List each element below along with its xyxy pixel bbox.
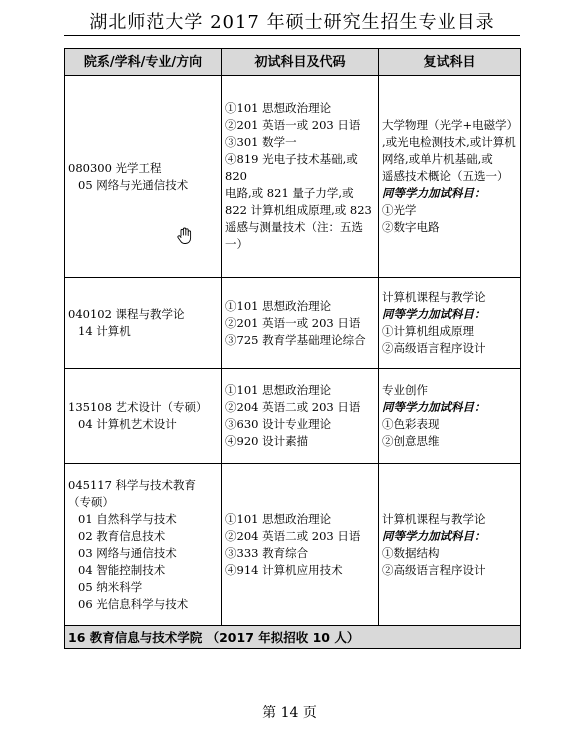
exam-subject: ①101 思想政治理论	[225, 511, 332, 526]
header-rule	[64, 35, 520, 36]
equivalent-subject: ②数字电路	[382, 220, 440, 234]
retest-subject: 大学物理（光学+电磁学）	[382, 118, 519, 132]
equivalent-subject: ①光学	[382, 203, 417, 217]
exam-subject: ①101 思想政治理论	[225, 298, 332, 313]
exam-subject: ②204 英语二或 203 日语	[225, 400, 361, 414]
exam-subject: ④920 设计素描	[225, 434, 309, 448]
direction: 05 网络与光通信技术	[78, 177, 189, 192]
retest-subject: 计算机课程与教学论	[382, 290, 486, 304]
table-footer-row	[65, 626, 521, 649]
retest-cell	[379, 369, 521, 464]
direction: 01 自然科学与技术	[78, 511, 177, 526]
program-code: 045117 科学与技术教育（专硕）	[68, 477, 197, 509]
program-code: 135108 艺术设计（专硕）	[68, 400, 208, 414]
column-header-exam: 初试科目及代码	[222, 49, 379, 76]
page-title: 湖北师范大学 2017 年硕士研究生招生专业目录	[89, 12, 495, 33]
equivalent-title: 同等学力加试科目：	[382, 307, 486, 321]
equivalent-title: 同等学力加试科目：	[382, 400, 486, 414]
direction: 04 计算机艺术设计	[78, 417, 177, 431]
equivalent-subject: ①计算机组成原理	[382, 324, 474, 338]
table-row	[65, 464, 521, 626]
retest-subject: 遥感技术概论（五选一）	[382, 169, 509, 183]
exam-cell	[222, 464, 379, 626]
equivalent-subject: ①色彩表现	[382, 417, 440, 431]
equivalent-title: 同等学力加试科目：	[382, 528, 486, 543]
retest-cell	[379, 464, 521, 626]
retest-cell	[379, 76, 521, 278]
table-row	[65, 369, 521, 464]
equivalent-title: 同等学力加试科目：	[382, 186, 486, 200]
exam-cell	[222, 278, 379, 369]
program-table	[64, 48, 521, 649]
exam-subject: 电路,或 821 量子力学,或	[225, 186, 354, 200]
direction: 03 网络与通信技术	[78, 545, 177, 560]
department-summary: 16 教育信息与技术学院 （2017 年拟招收 10 人）	[65, 626, 521, 649]
exam-subject: ④819 光电子技术基础,或 820	[225, 152, 358, 183]
retest-subject: 网络,或单片机基础,或	[382, 152, 493, 166]
exam-subject: ③301 数学一	[225, 135, 297, 149]
column-header-program: 院系/学科/专业/方向	[65, 49, 222, 76]
page-number: 第 14 页	[262, 705, 317, 721]
exam-subject: ②204 英语二或 203 日语	[225, 528, 361, 543]
exam-cell	[222, 76, 379, 278]
direction: 05 纳米科学	[78, 579, 143, 594]
equivalent-subject: ②高级语言程序设计	[382, 562, 486, 577]
direction: 04 智能控制技术	[78, 562, 166, 577]
program-code: 080300 光学工程	[68, 160, 162, 175]
equivalent-subject: ②创意思维	[382, 434, 440, 448]
exam-subject: ②201 英语一或 203 日语	[225, 315, 361, 330]
exam-subject: ①101 思想政治理论	[225, 101, 332, 115]
program-code: 040102 课程与教学论	[68, 307, 185, 321]
table-row	[65, 76, 521, 278]
exam-subject: 822 计算机组成原理,或 823	[225, 203, 372, 217]
exam-subject: ②201 英语一或 203 日语	[225, 118, 361, 132]
exam-subject: 一）	[225, 237, 248, 251]
retest-subject: 计算机课程与教学论	[382, 511, 486, 526]
column-header-retest: 复试科目	[379, 49, 521, 76]
table-header-row	[65, 49, 521, 76]
exam-subject: ③333 教育综合	[225, 545, 309, 560]
program-cell	[65, 369, 222, 464]
program-cell	[65, 278, 222, 369]
exam-subject: ③725 教育学基础理论综合	[225, 332, 366, 347]
program-cell	[65, 76, 222, 278]
equivalent-subject: ①数据结构	[382, 545, 440, 560]
direction: 02 教育信息技术	[78, 528, 166, 543]
direction: 06 光信息科学与技术	[78, 596, 189, 611]
exam-subject: ①101 思想政治理论	[225, 383, 332, 397]
retest-subject: 专业创作	[382, 383, 428, 397]
equivalent-subject: ②高级语言程序设计	[382, 341, 486, 355]
exam-subject: 遥感与测量技术（注：五选	[225, 220, 363, 234]
program-cell	[65, 464, 222, 626]
direction: 14 计算机	[78, 324, 131, 338]
retest-cell	[379, 278, 521, 369]
table-row	[65, 278, 521, 369]
exam-subject: ④914 计算机应用技术	[225, 562, 343, 577]
exam-cell	[222, 369, 379, 464]
hand-cursor-icon	[175, 226, 195, 246]
retest-subject: ,或光电检测技术,或计算机	[382, 135, 516, 149]
exam-subject: ③630 设计专业理论	[225, 417, 332, 431]
